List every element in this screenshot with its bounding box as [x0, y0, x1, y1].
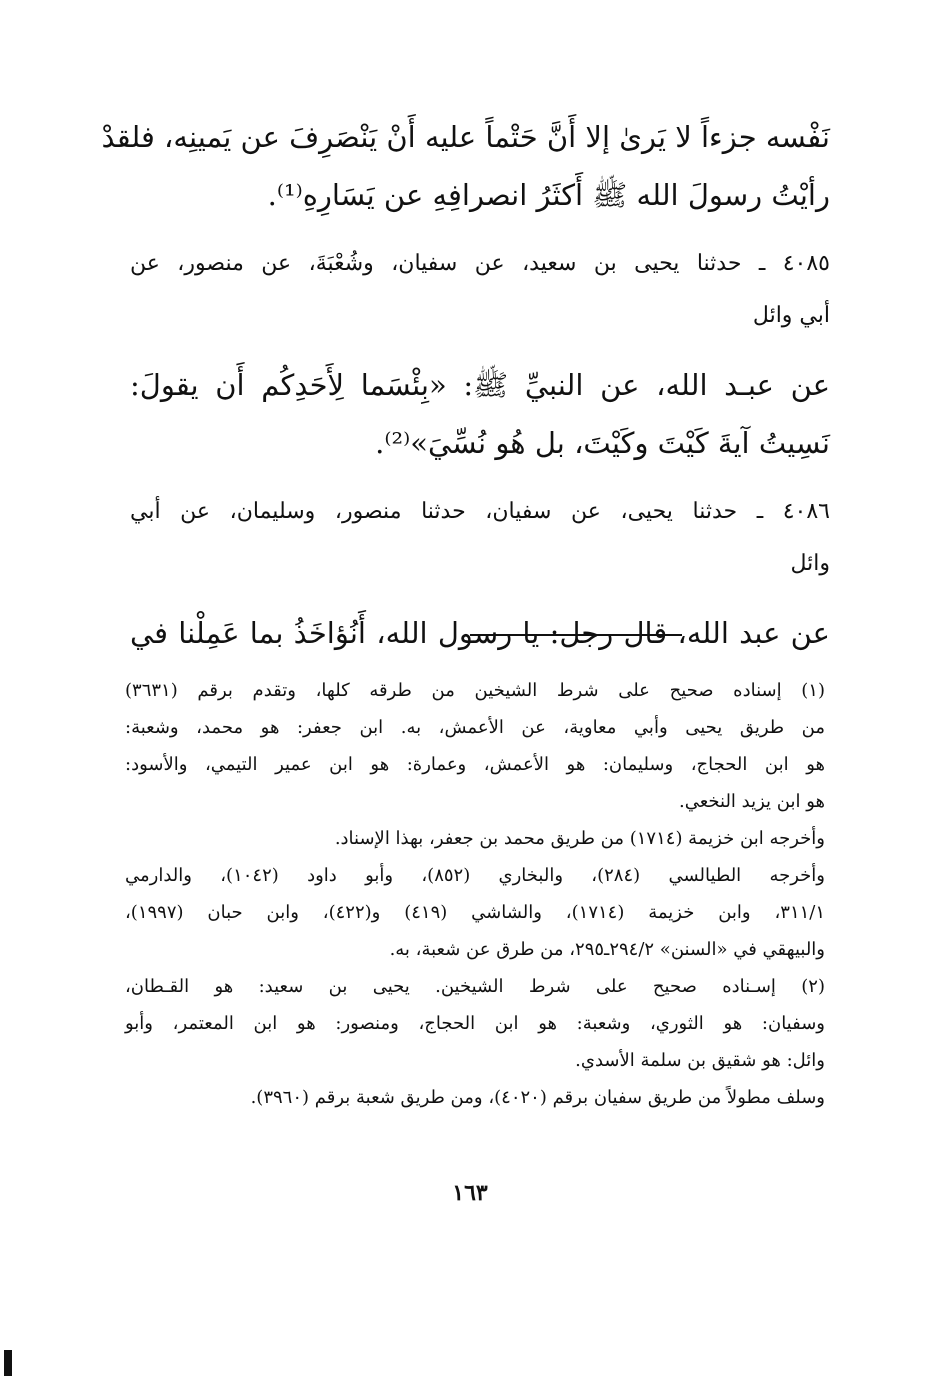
footnote-line: والبيهقي في «السنن» ٢٩٤/٢ـ٢٩٥، من طرق عن شعبة، به. [389, 939, 825, 960]
footnote-line: وأخرجه الطيالسي (٢٨٤)، والبخاري (٨٥٢)، وأبو داود (١٠٤٢)، والدارمي [125, 865, 825, 886]
footnote-line: هو ابن الحجاج، وسليمان: هو الأعمش، وعمارة: هو ابن عمير التيمي، والأسود: [125, 754, 825, 775]
footnote-line: (٢) إسـناده صحيح على شرط الشيخين. يحيى بن سعيد: هو القـطان، [125, 976, 825, 997]
footnotes [125, 672, 825, 1116]
footnote-line: (١) إسناده صحيح على شرط الشيخين من طرقه كلها، وتقدم برقم (٣٦٣١) [125, 680, 825, 701]
footnote-line: وسلف مطولاً من طريق سفيان برقم (٤٠٢٠)، ومن طريق شعبة برقم (٣٩٦٠). [250, 1087, 825, 1108]
text-line: نَفْسه جزءاً لا يَرىٰ إلا أَنَّ حَتْماً عليه أَنْ يَنْصَرِفَ عن يَمينِه، فلقدْ [101, 120, 830, 154]
hadith-4086-chain: وائل [790, 551, 830, 576]
footnote-line: من طريق يحيى وأبي معاوية، عن الأعمش، به. ابن جعفر: هو محمد، وشعبة: [125, 717, 825, 738]
footnote-line: وأخرجه ابن خزيمة (١٧١٤) من طريق محمد بن جعفر، بهذا الإسناد. [334, 828, 825, 849]
hadith-4086-chain: ٤٠٨٦ ـ حدثنا يحيى، عن سفيان، حدثنا منصور، وسليمان، عن أبي [130, 499, 830, 524]
hadith-4085-chain: أبي وائل [752, 303, 830, 328]
footnote-line: ٣١١/١، وابن خزيمة (١٧١٤)، والشاشي (٤١٩) و(٤٢٢)، وابن حبان (١٩٩٧)، [125, 902, 826, 923]
footnote-line: وسفيان: هو الثوري، وشعبة: هو ابن الحجاج، ومنصور: هو ابن المعتمر، وأبو [125, 1013, 825, 1034]
text-line: عن عبد الله، قال رجل: يا رسول الله، أَنُؤاخَذُ بما عَمِلْنا في [130, 616, 830, 650]
scan-mark [4, 1350, 12, 1376]
text-line: نَسِيتُ آيةَ كَيْتَ وكَيْتَ، بل هُو نُسِّيَ»⁽²⁾. [375, 426, 830, 460]
footnote-divider [470, 634, 682, 636]
main-text [101, 108, 830, 662]
footnote-line: هو ابن يزيد النخعي. [678, 791, 825, 812]
page-number: ١٦٣ [452, 1180, 488, 1206]
text-line: رأيْتُ رسولَ الله ﷺ أَكثَرُ انصرافِهِ عن يَسَارِهِ⁽¹⁾. [267, 178, 830, 212]
footnote-line: وائل: هو شقيق بن سلمة الأسدي. [575, 1050, 825, 1071]
hadith-4085-chain: ٤٠٨٥ ـ حدثنا يحيى بن سعيد، عن سفيان، وشُعْبَةَ، عن منصور، عن [130, 251, 830, 276]
text-line: عن عبـد الله، عن النبيِّ ﷺ: «بِئْسَما لِأَحَدِكُم أَن يقولَ: [130, 368, 830, 402]
